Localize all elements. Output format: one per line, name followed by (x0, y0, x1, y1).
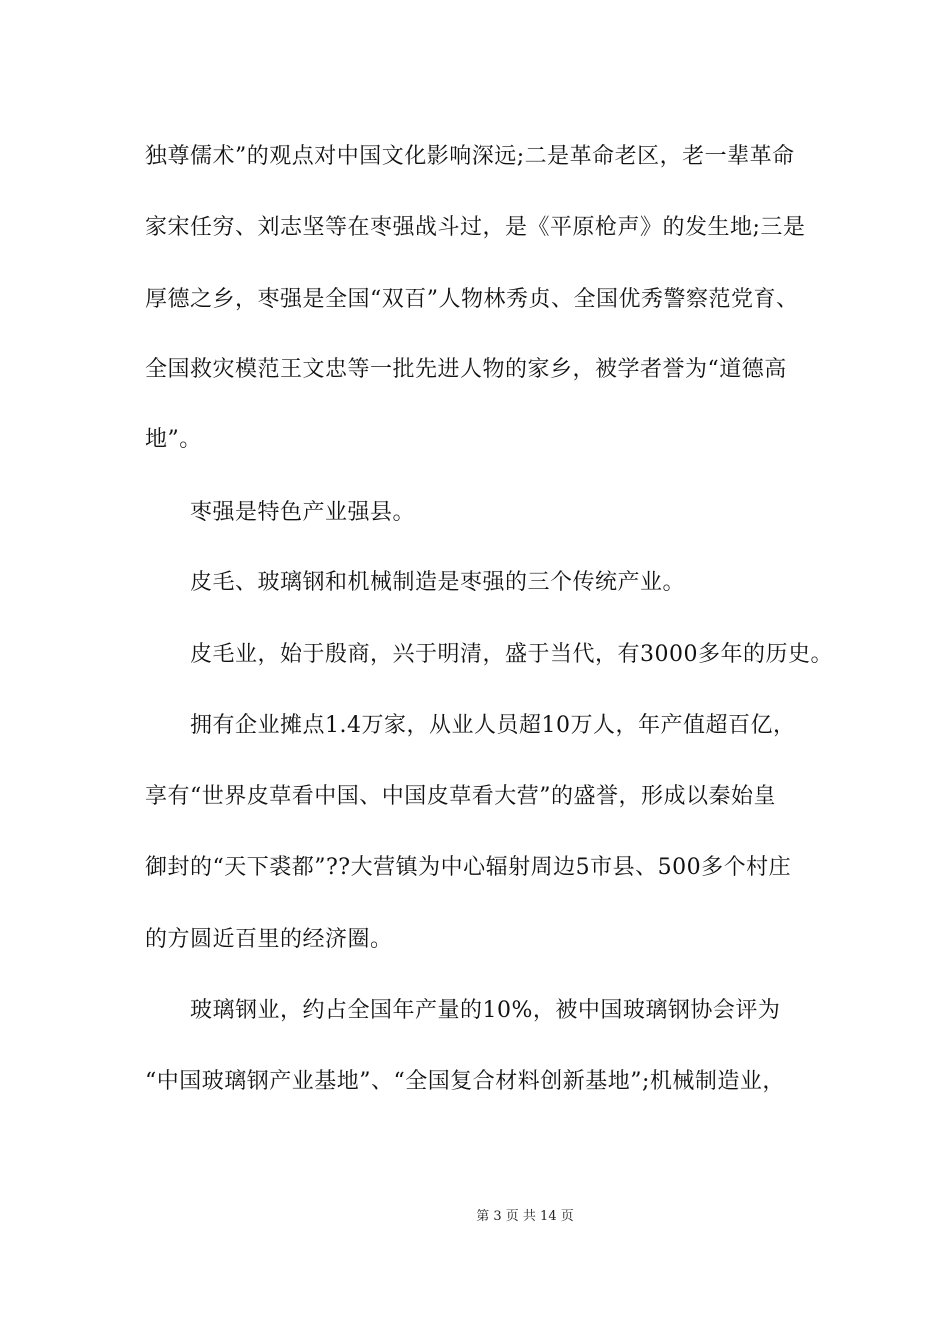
text-line: 独尊儒术”的观点对中国文化影响深远;二是革命老区，老一辈革命 (145, 144, 795, 169)
text-line: 枣强是特色产业强县。 (190, 500, 416, 525)
text-line: 玻璃钢业，约占全国年产量的10%，被中国玻璃钢协会评为 (190, 998, 781, 1023)
text-line: “中国玻璃钢产业基地”、“全国复合材料创新基地”;机械制造业， (145, 1069, 785, 1094)
text-line: 的方圆近百里的经济圈。 (145, 927, 393, 952)
text-line: 全国救灾模范王文忠等一批先进人物的家乡，被学者誉为“道德高 (145, 357, 787, 382)
text-line: 皮毛、玻璃钢和机械制造是枣强的三个传统产业。 (190, 570, 686, 595)
text-line: 皮毛业，始于殷商，兴于明清，盛于当代，有3000多年的历史。 (190, 642, 833, 667)
text-line: 拥有企业摊点1.4万家，从业人员超10万人，年产值超百亿， (190, 713, 796, 738)
text-line: 地”。 (145, 427, 202, 452)
text-line: 享有“世界皮草看中国、中国皮草看大营”的盛誉，形成以秦始皇 (145, 784, 776, 809)
text-line: 厚德之乡，枣强是全国“双百”人物林秀贞、全国优秀警察范党育、 (145, 287, 799, 312)
text-line: 御封的“天下裘都”??大营镇为中心辐射周边5市县、500多个村庄 (145, 855, 792, 880)
text-line: 家宋任穷、刘志坚等在枣强战斗过，是《平原枪声》的发生地;三是 (145, 215, 806, 240)
page-number: 第 3 页 共 14 页 (476, 1209, 574, 1224)
